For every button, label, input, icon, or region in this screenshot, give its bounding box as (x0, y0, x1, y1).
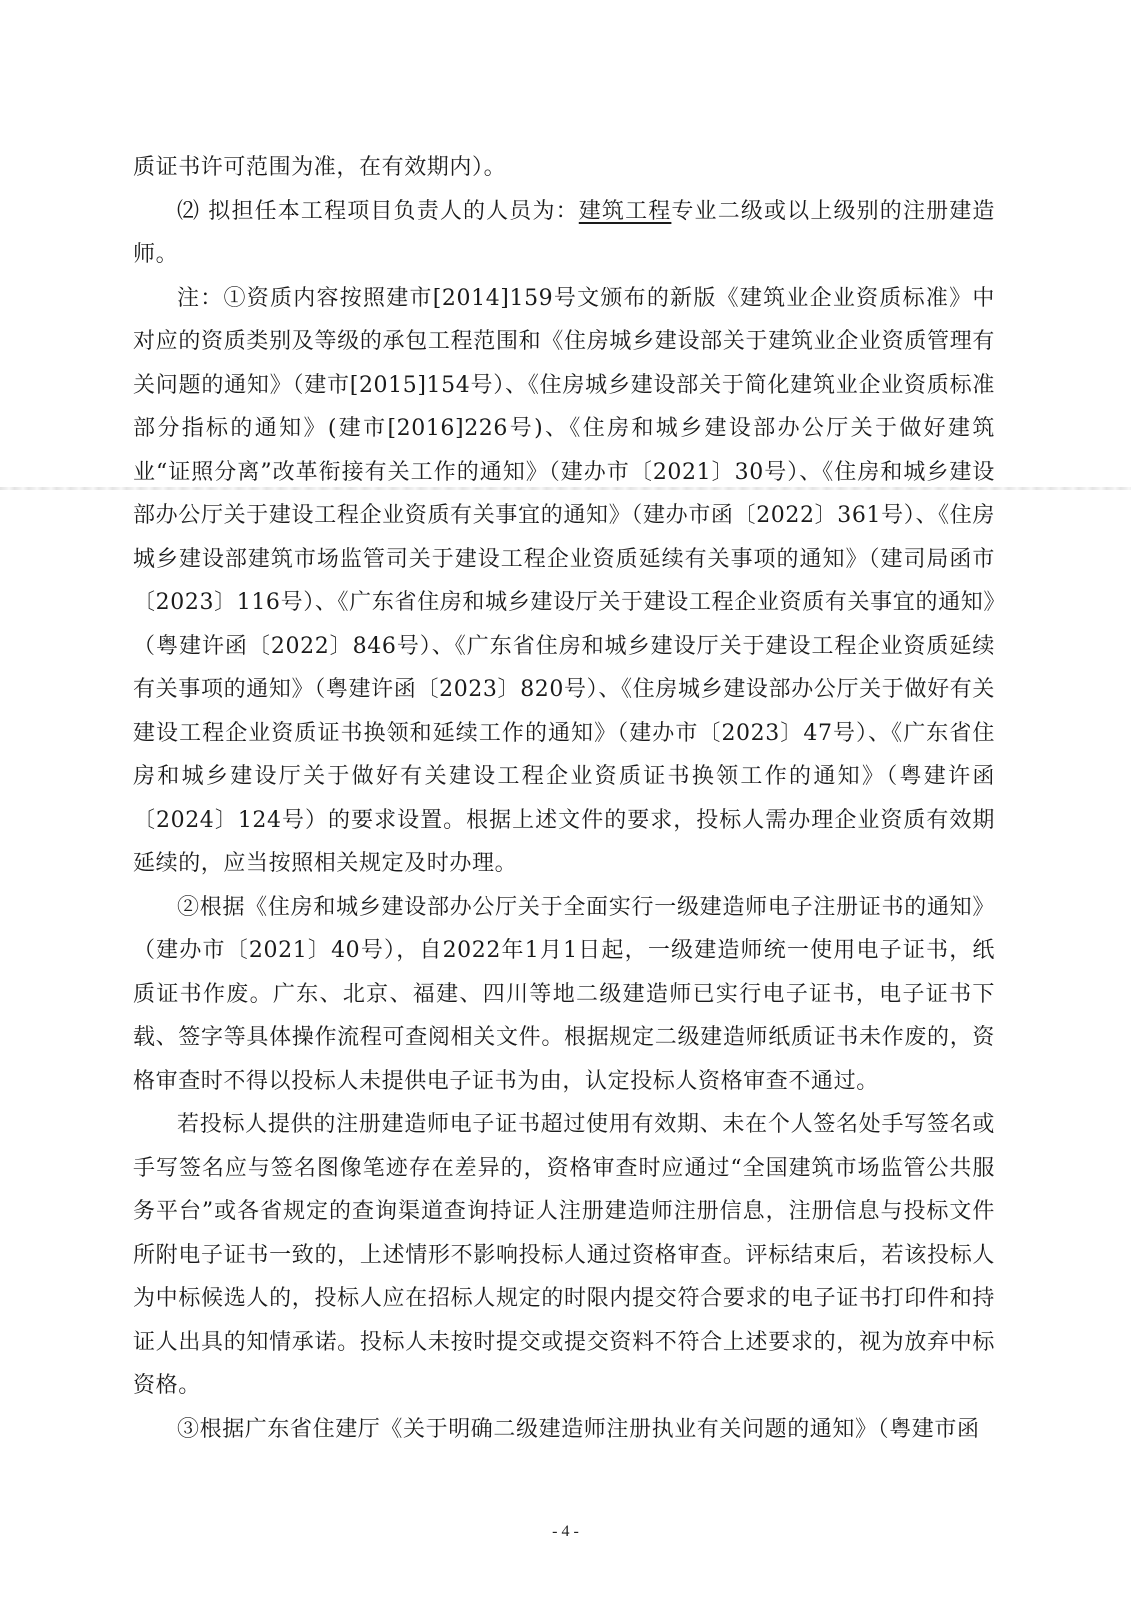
paragraph-certificate-verification: 若投标人提供的注册建造师电子证书超过使用有效期、未在个人签名处手写签名或手写签名应与签名图像笔迹存在差异的，资格审查时应通过“全国建筑市场监管公共服务平台”或各省规定的查询渠道查询持证人注册建造师注册信息，注册信息与投标文件所附电子证书一致的，上述情形不影响投标人通过资格审查。评标结束后，若该投标人为中标候选人的，投标人应在招标人规定的时限内提交符合要求的电子证书打印件和持证人出具的知情承诺。投标人未按时提交或提交资料不符合上述要求的，视为放弃中标资格。 (133, 1112, 995, 1398)
page-number: - 4 - (552, 1523, 579, 1540)
requirement-lead-text: ⑵ 拟担任本工程项目负责人的人员为： (177, 198, 579, 224)
note-electronic-certificate: ②根据《住房和城乡建设部办公厅关于全面实行一级建造师电子注册证书的通知》（建办市〔2021〕40号），自2022年1月1日起，一级建造师统一使用电子证书，纸质证书作废。广东、北京、福建、四川等地二级建造师已实行电子证书，电子证书下载、签字等具体操作流程可查阅相关文件。根据规定二级建造师纸质证书未作废的，资格审查时不得以投标人未提供电子证书为由，认定投标人资格审查不通过。 (133, 894, 995, 1094)
paragraph-project-manager-requirement (133, 190, 995, 277)
note-second-class-registration: ③根据广东省住建厅《关于明确二级建造师注册执业有关问题的通知》（粤建市函 (177, 1416, 980, 1442)
document-body (133, 146, 995, 1451)
requirement-tail-text: 专业二级或以上级别的注册建造师。 (133, 198, 996, 267)
paragraph-continuation: 质证书许可范围为准，在有效期内）。 (133, 155, 507, 180)
underlined-specialty: 建筑工程 (578, 198, 672, 224)
note-qualification-standards: 注：①资质内容按照建市[2014]159号文颁布的新版《建筑业企业资质标准》中对应的资质类别及等级的承包工程范围和《住房城乡建设部关于建筑业企业资质管理有关问题的通知》（建市[2015]154号）、《住房城乡建设部关于简化建筑业企业资质标准部分指标的通知》(建市[2016]226号)、《住房和城乡建设部办公厅关于做好建筑业“证照分离”改革衔接有关工作的通知》（建办市〔2021〕30号）、《住房和城乡建设部办公厅关于建设工程企业资质有关事宜的通知》（建办市函〔2022〕361号）、《住房城乡建设部建筑市场监管司关于建设工程企业资质延续有关事项的通知》（建司局函市〔2023〕116号）、《广东省住房和城乡建设厅关于建设工程企业资质有关事宜的通知》（粤建许函〔2022〕846号）、《广东省住房和城乡建设厅关于建设工程企业资质延续有关事项的通知》（粤建许函〔2023〕820号）、《住房城乡建设部办公厅关于做好有关建设工程企业资质证书换领和延续工作的通知》（建办市〔2023〕47号）、《广东省住房和城乡建设厅关于做好有关建设工程企业资质证书换领工作的通知》（粤建许函〔2024〕124号）的要求设置。根据上述文件的要求，投标人需办理企业资质有效期延续的，应当按照相关规定及时办理。 (133, 285, 995, 876)
